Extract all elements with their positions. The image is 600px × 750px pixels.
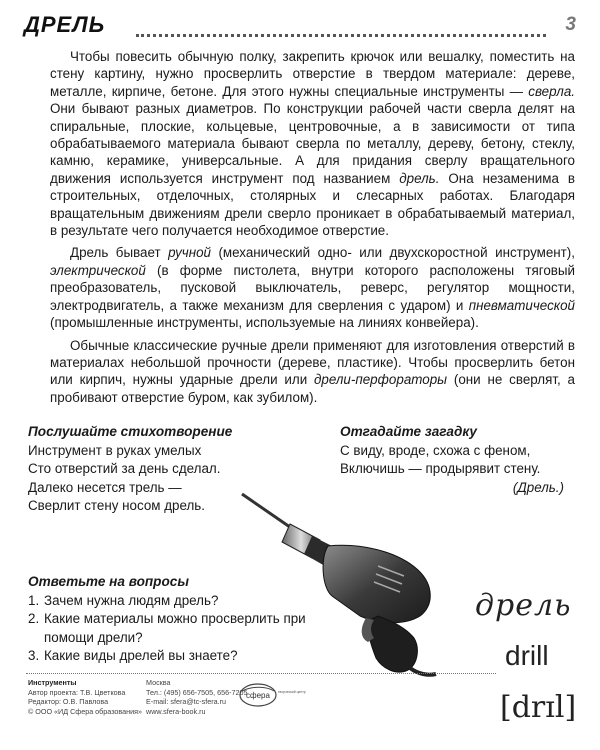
word-english: drill xyxy=(505,640,549,671)
paragraph-3: Обычные классические ручные дрели применяют для изготовления отверстий в материалах небольшой прочности (дереве, пластике). Чтобы просверлить бетон или кирпич, нужны ударные дрели или дрели-перфораторы (они не сверлят, а пробивают отверстие буром, как зубилом). xyxy=(50,337,575,405)
word-transcription: [drɪl] xyxy=(500,690,577,725)
poem-line: Далеко несется трель — xyxy=(28,479,182,495)
svg-text:сфера: сфера xyxy=(246,691,270,700)
page-header xyxy=(24,12,576,44)
questions-title: Ответьте на вопросы xyxy=(28,574,189,589)
riddle-title: Отгадайте загадку xyxy=(340,424,477,439)
header-dotted-rule xyxy=(136,34,546,37)
questions-section xyxy=(28,573,328,666)
article-body xyxy=(50,48,575,411)
poem-title: Послушайте стихотворение xyxy=(28,424,233,439)
riddle-line: С виду, вроде, схожа с феном, xyxy=(340,442,531,458)
paragraph-1: Чтобы повесить обычную полку, закрепить крючок или вешалку, поместить на стену картину, нужно просверлить отверстие в твердом материале: дереве, металле, кирпиче, бетоне. Для этого нужны специальные инструменты — сверла. Они бывают разных диаметров. По конструкции рабочей части сверла делят на спиральные, плоские, кольцевые, центровочные, а в зависимости от типа обрабатываемого материала бывают сверла по металлу, дереву, бетону, стеклу, камню, керамике, универсальные. А для придания сверлу вращательного движения используется инструмент под названием дрель. Она незаменима в строительных, отделочных, столярных и слесарных работах. Благодаря вращательным движениям дрели сверло проникает в обрабатываемый материал, в результате чего получается необходимое отверстие. xyxy=(50,49,575,239)
page-title: ДРЕЛЬ xyxy=(24,12,106,37)
questions-list xyxy=(28,592,328,666)
footer-divider xyxy=(26,673,496,674)
svg-text:творческий центр: творческий центр xyxy=(278,690,306,694)
question-item: 1. Зачем нужна людям дрель? xyxy=(28,592,219,608)
question-item: 3. Какие виды дрелей вы знаете? xyxy=(28,648,238,664)
riddle-answer: (Дрель.) xyxy=(512,479,564,495)
page-number: 3 xyxy=(565,14,576,35)
paragraph-2: Дрель бывает ручной (механический одно- или двухскоростной инструмент), электрической (в форме пистолета, внутри которого расположены тяговый преобразователь, пусковой выключатель, реверс, регулятор мощности, электродвигатель, а также механизм для сверления с ударом) и пневматической (промышленные инструменты, используемые на линиях конвейера). xyxy=(50,245,575,331)
poem-line: Сверлит стену носом дрель. xyxy=(28,498,205,513)
footer-contacts: Москва Тел.: (495) 656-7505, 656-7205 E-mail: sfera@tc-sfera.ru www.sfera-book.ru xyxy=(146,678,248,716)
question-item: 2. Какие материалы можно просверлить при помощи дрели? xyxy=(28,611,306,645)
riddle-line: Включишь — продырявит стену. xyxy=(340,461,541,476)
footer-credits: Инструменты Автор проекта: Т.В. Цветкова Редактор: О.В. Павлова © ООО «ИД Сфера образования» xyxy=(28,678,143,716)
poem-line: Инструмент в руках умелых xyxy=(28,442,202,458)
riddle-section xyxy=(340,423,580,497)
poem-line: Сто отверстий за день сделал. xyxy=(28,461,221,476)
word-russian-handwritten: дрель xyxy=(475,588,572,623)
sfera-logo-icon xyxy=(238,682,306,708)
